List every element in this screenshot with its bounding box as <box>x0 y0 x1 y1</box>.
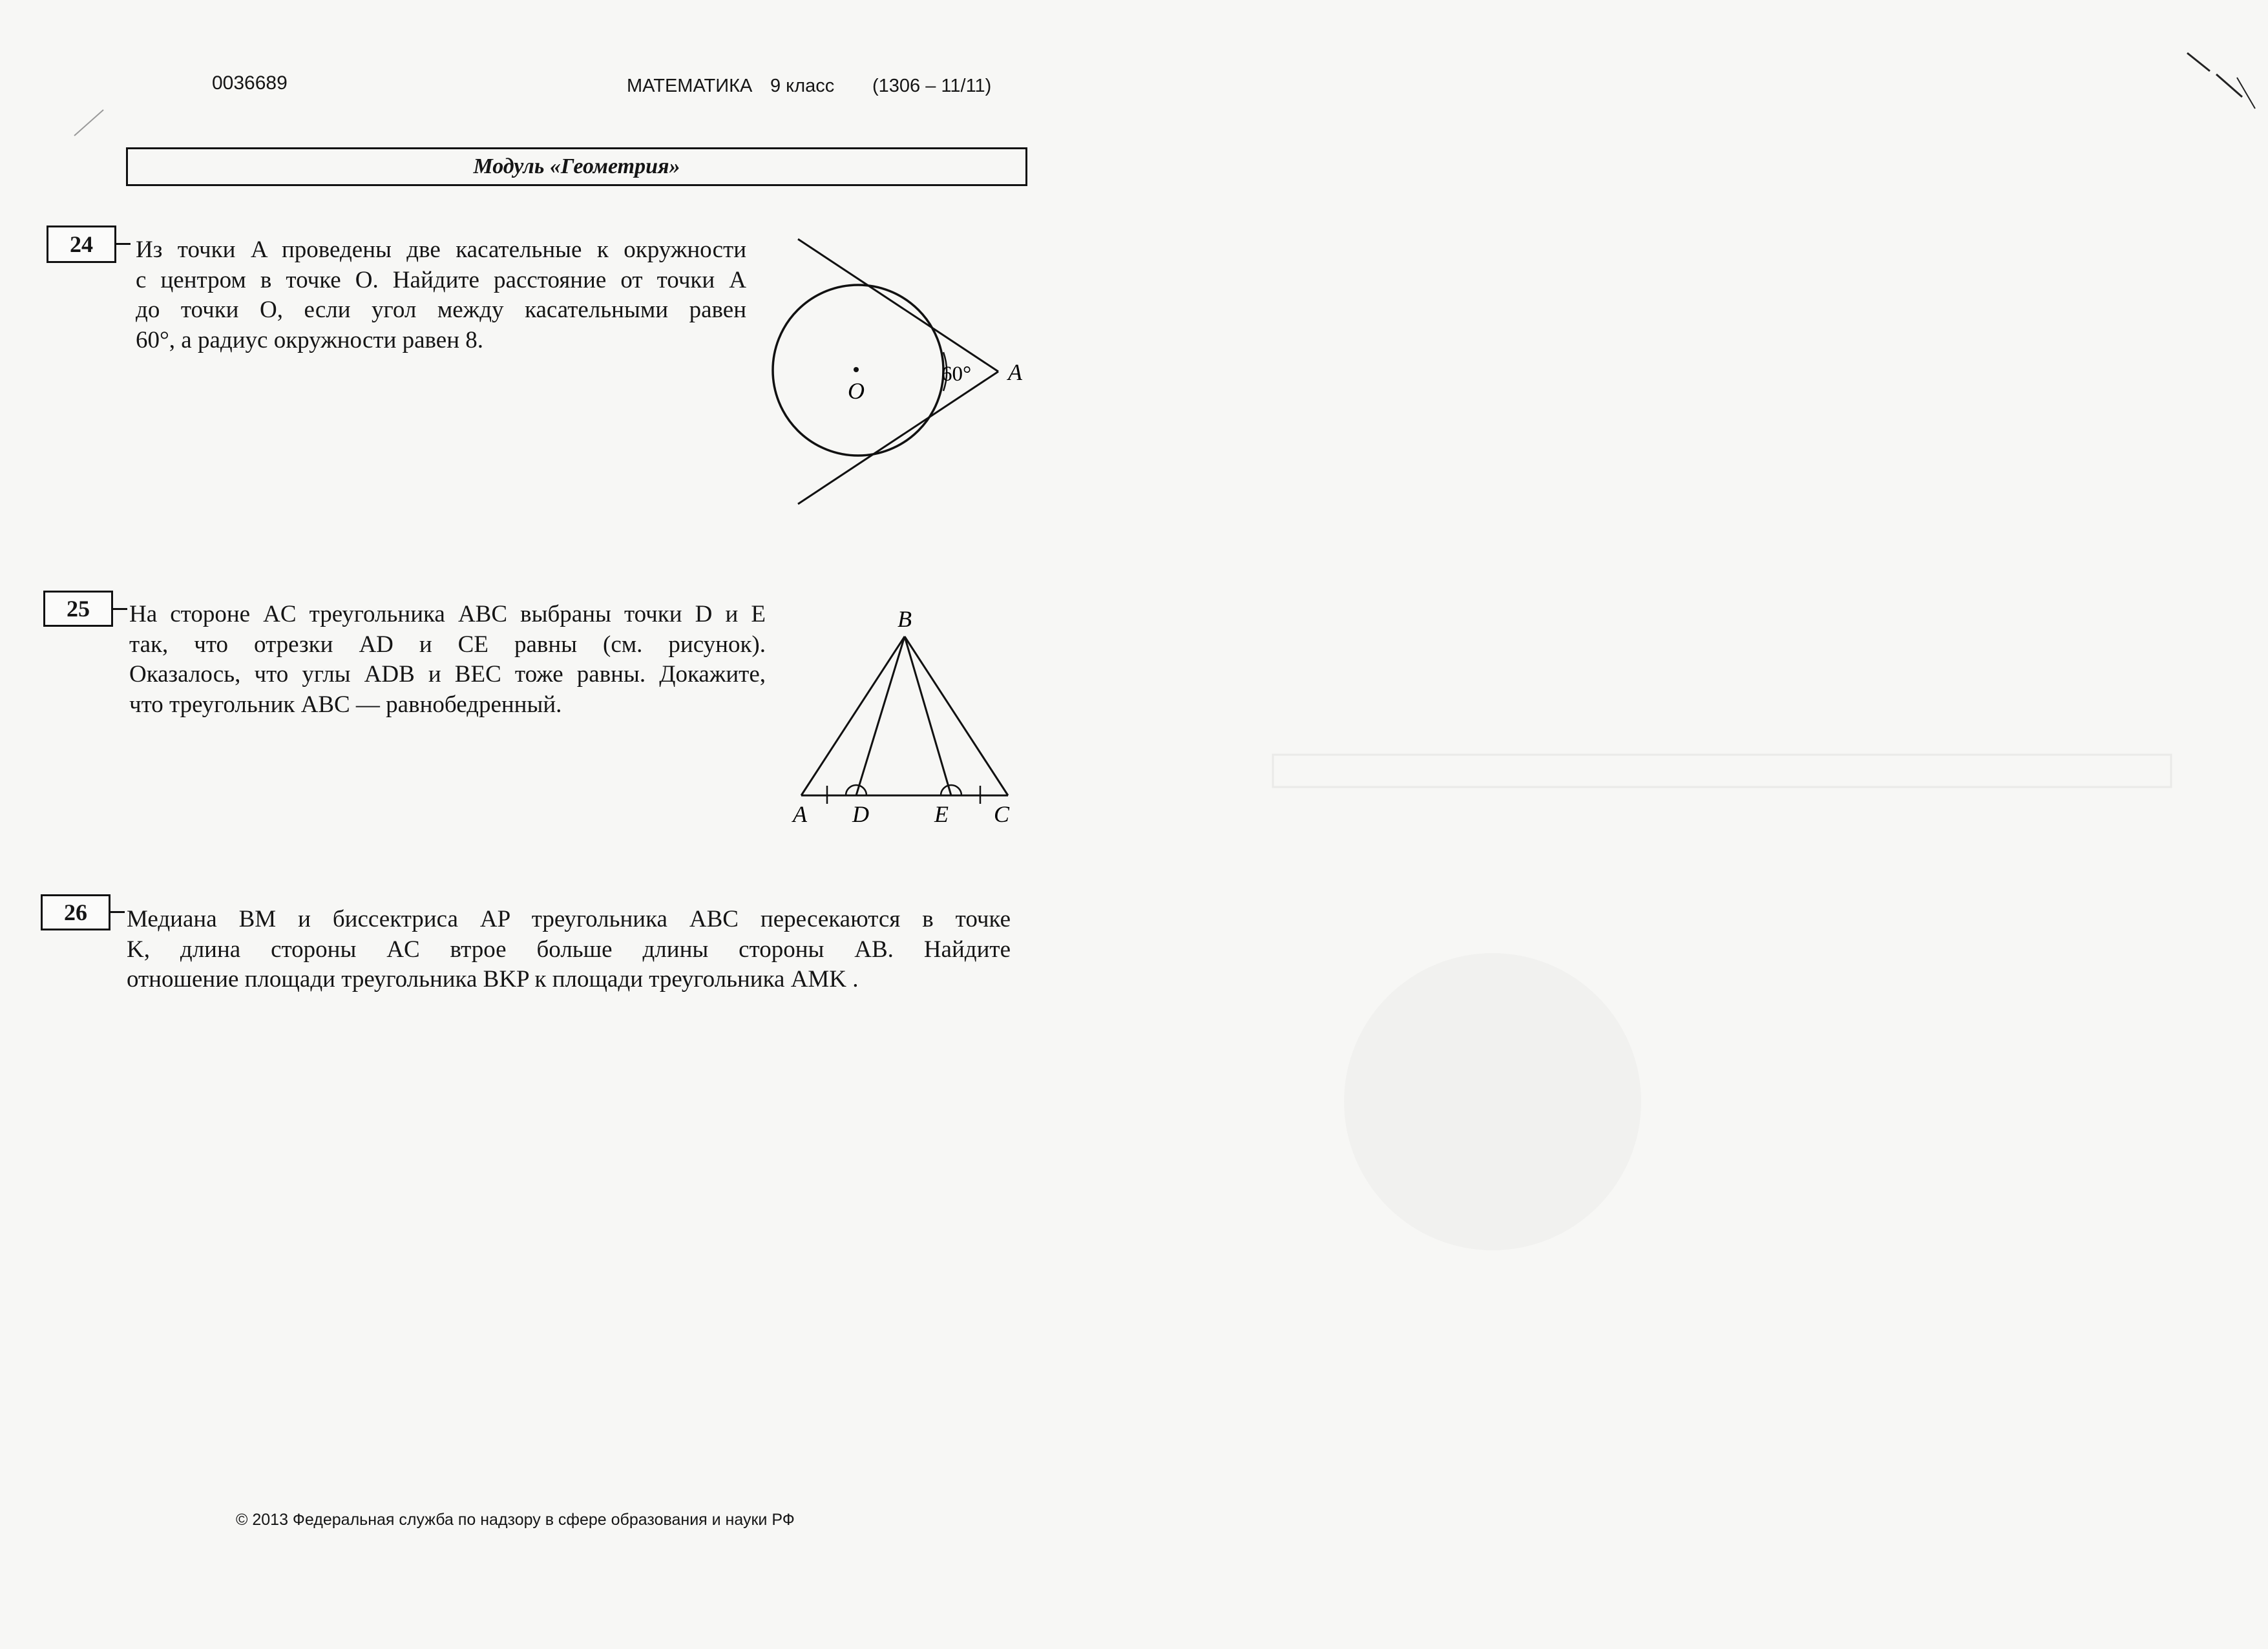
vertex-a-label: A <box>793 801 807 827</box>
angle-label: 60° <box>941 362 972 386</box>
task-25-line: так, что отрезки AD и CE равны (см. рисунок). <box>129 631 766 658</box>
task-25-line: На стороне AC треугольника ABC выбраны точки D и E <box>129 601 766 627</box>
task-24-line: до точки O, если угол между касательными равен <box>136 297 746 323</box>
ghost-circle <box>1344 953 1641 1250</box>
scan-mark <box>2237 78 2255 109</box>
task-25-line: Оказалось, что углы ADB и BEC тоже равны. Докажите, <box>129 661 766 688</box>
scan-mark <box>74 110 103 136</box>
point-d-label: D <box>852 801 869 827</box>
task-26-number: 26 <box>41 894 110 930</box>
vertex-b-label: B <box>898 606 912 632</box>
center-label: O <box>848 378 865 404</box>
vertex-c-label: C <box>993 801 1010 827</box>
task-25-number: 25 <box>43 591 113 627</box>
variant-id: (1306 – 11/11) <box>872 76 992 96</box>
subject-title: МАТЕМАТИКА <box>627 76 753 96</box>
ghost-box <box>1273 755 2171 787</box>
task-24-number: 24 <box>47 226 116 263</box>
task-24-line: 60°, а радиус окружности равен 8. <box>136 326 484 353</box>
task-26-line: Медиана BM и биссектриса AP треугольника ABC пересекаются в точке <box>127 906 1011 932</box>
task-24-line: с центром в точке O. Найдите расстояние от точки A <box>136 266 746 293</box>
document-code: 0036689 <box>212 72 288 94</box>
task-25-line: что треугольник ABC — равнобедренный. <box>129 691 562 718</box>
task-26-line: K, длина стороны AC втрое больше длины стороны AB. Найдите <box>127 936 1011 963</box>
point-a-label: A <box>1008 359 1022 385</box>
module-title: Модуль «Геометрия» <box>473 154 680 178</box>
scan-mark <box>2216 74 2242 97</box>
point-e-label: E <box>934 801 949 827</box>
task-24-line: Из точки A проведены две касательные к окружности <box>136 236 746 263</box>
grade-label: 9 класс <box>770 76 835 96</box>
scan-mark <box>2187 53 2210 71</box>
copyright-footer: © 2013 Федеральная служба по надзору в сфере образования и науки РФ <box>236 1511 795 1529</box>
task-26-line: отношение площади треугольника BKP к площади треугольника AMK . <box>127 966 859 993</box>
